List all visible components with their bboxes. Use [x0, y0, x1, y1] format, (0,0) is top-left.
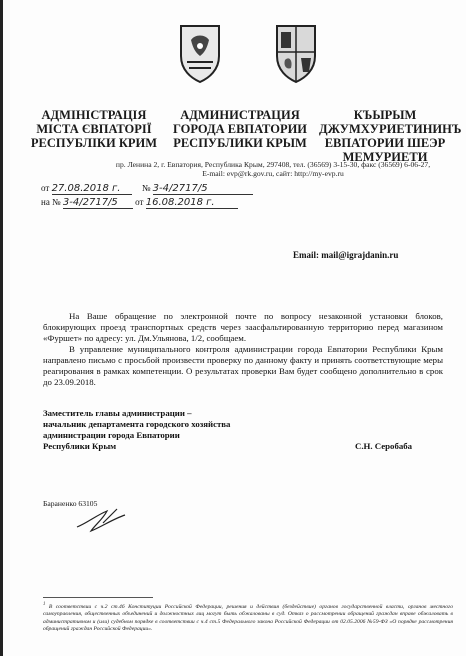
- reply-date: 16.08.2018 г.: [146, 197, 238, 209]
- footnote-text: В соответствии с ч.2 ст.46 Конституции Российской Федерации, решения и действия (бездействие) органов государственной власти, органов местного самоуправления, общественных объединений и должностных лиц могут быть обжалованы в суд. Отказ о рассмотрении обращений граждан вправе обжаловать в административном и (или) судебном порядке в соответствии с ч.4 ст.5 Федерального закона Российской Федерации от 02.05.2006 №59-ФЗ «О порядке рассмотрения обращений граждан Российской Федерации».: [43, 603, 453, 633]
- executor: Бараненко 63105: [43, 499, 98, 508]
- reply-number: 3-4/2717/5: [63, 197, 133, 209]
- signatory-name: С.Н. Серобаба: [355, 441, 413, 451]
- header-line: МЕМУРИЕТИ: [342, 150, 428, 164]
- recipient-email: Email: mail@igrajdanin.ru: [293, 250, 399, 260]
- outgoing-number: 3-4/2717/5: [153, 183, 253, 195]
- date-label: от: [41, 183, 50, 193]
- letter-body: [43, 311, 443, 388]
- header-line: РЕСПУБЛІКИ КРИМ: [30, 136, 158, 150]
- header-line: АДМІНІСТРАЦІЯ: [41, 108, 147, 122]
- body-paragraph: В управление муниципального контроля администрации города Евпатории Республики Крым направлено письмо с просьбой произвести проверку по данному факту и принять соответствующие меры реагирования в рамках компетенции. О результатах проверки Вам будет сообщено дополнительно в срок до 23.09.2018.: [43, 344, 443, 387]
- signatory-title: [43, 408, 263, 452]
- header-line: КЪЫРЫМ: [353, 108, 417, 122]
- title-line: администрации города Евпатории: [43, 430, 180, 440]
- address-line: пр. Ленина 2, г. Евпатория, Республика Крым, 297408, тел. (36569) 3-15-30, факс (36569) 6-06-27,: [115, 160, 431, 169]
- title-line: Республики Крым: [43, 441, 117, 451]
- header-crimean-tatar: [319, 108, 462, 164]
- outgoing-registration: [41, 183, 253, 195]
- header-ukrainian: [25, 108, 163, 150]
- footnote-mark: 1: [43, 602, 46, 607]
- reply-number-label: на №: [41, 197, 61, 207]
- header-line: ЕВПАТОРИИ ШЕЭР: [324, 136, 446, 150]
- footnote: [43, 601, 453, 634]
- header-line: ДЖУМХУРИЕТИНИНЪ: [319, 122, 462, 136]
- reply-date-label: от: [135, 197, 144, 207]
- number-label: №: [141, 183, 151, 193]
- incoming-registration: [41, 197, 238, 209]
- title-line: Заместитель главы администрации –: [43, 408, 192, 418]
- header-line: ГОРОДА ЕВПАТОРИИ: [172, 122, 308, 136]
- outgoing-date: 27.08.2018 г.: [52, 183, 132, 195]
- evpatoria-coat-of-arms-icon: [271, 22, 321, 84]
- header-line: АДМИНИСТРАЦИЯ: [180, 108, 300, 122]
- title-line: начальник департамента городского хозяйства: [43, 419, 231, 429]
- header-russian: [165, 108, 315, 150]
- header-line: МІСТА ЄВПАТОРІЇ: [36, 122, 152, 136]
- handwritten-signature-icon: [73, 505, 133, 535]
- contacts-line: E-mail: evp@rk.gov.ru, сайт: http://my-evp.ru: [202, 169, 344, 178]
- footnote-separator: [43, 597, 153, 598]
- address-block: [103, 160, 443, 178]
- crimea-coat-of-arms-icon: [175, 22, 225, 84]
- header-line: РЕСПУБЛИКИ КРЫМ: [173, 136, 307, 150]
- body-paragraph: На Ваше обращение по электронной почте по вопросу незаконной установки блоков, блокирующих проезд транспортных средств через заасфальтированную территорию перед магазином «Фуршет» по адресу: ул. Дм.Ульянова, 1/2, сообщаем.: [43, 311, 443, 343]
